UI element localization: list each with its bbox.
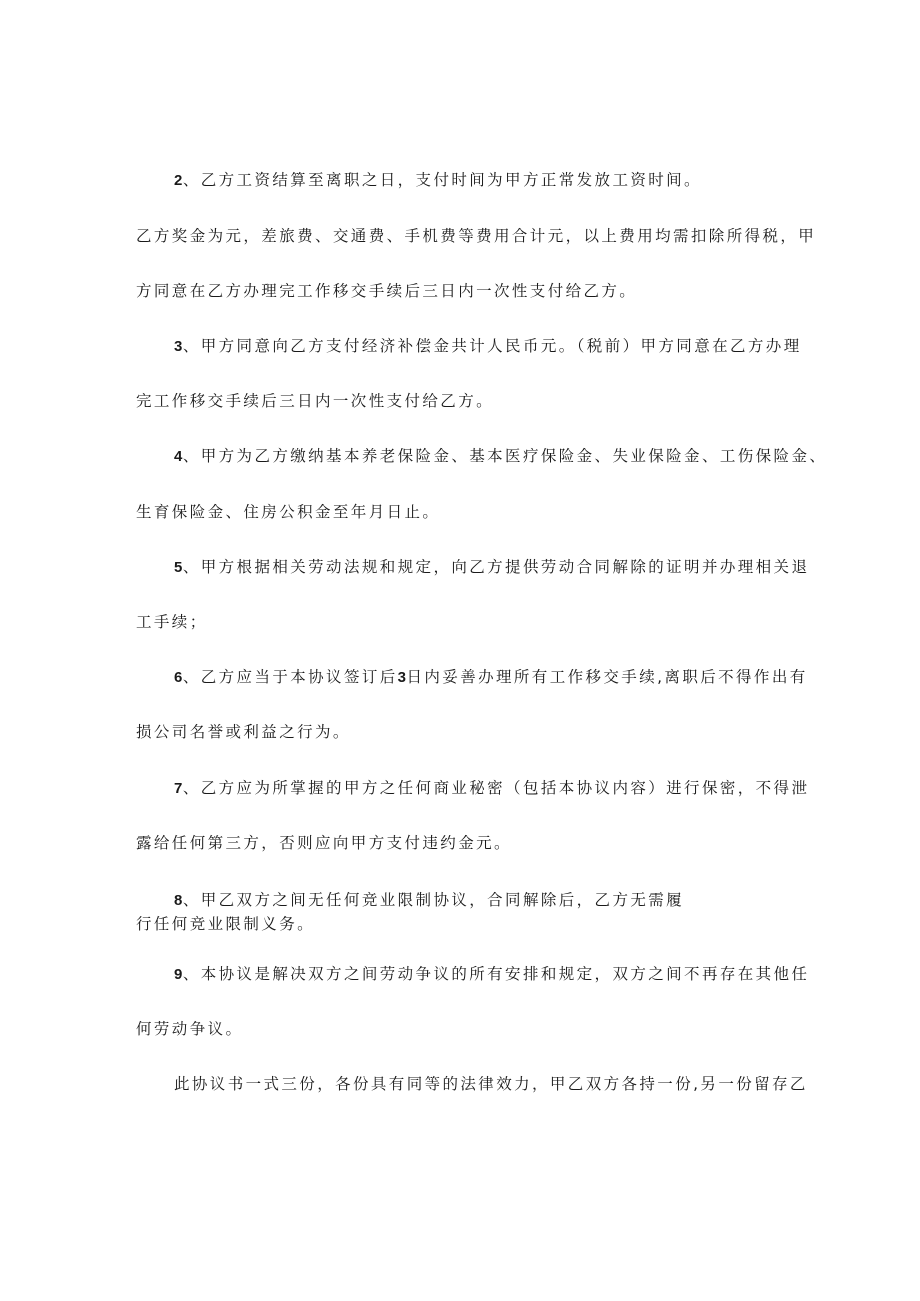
- paragraph-line: [136, 226, 816, 246]
- line-text: 、本协议是解决双方之间劳动争议的所有安排和规定，双方之间不再存在其他任: [182, 965, 810, 983]
- line-text: 此协议书一式三份，各份具有同等的法律效力，甲乙双方各持一份,另一份留存乙: [174, 1075, 808, 1093]
- item-number: 6: [174, 669, 183, 686]
- paragraph-line: [136, 1019, 243, 1039]
- line-text: 日内妥善办理所有工作移交手续,离职后不得作出有: [406, 668, 808, 686]
- line-text: 何劳动争议。: [136, 1020, 244, 1038]
- paragraph-line: [136, 914, 315, 934]
- paragraph-line: [136, 281, 637, 301]
- paragraph-line: [174, 557, 809, 578]
- line-text: 方同意在乙方办理完工作移交手续后三日内一次性支付给乙方。: [136, 282, 638, 300]
- paragraph-line: [136, 722, 351, 742]
- line-text: 露给任何第三方，否则应向甲方支付违约金元。: [136, 834, 512, 852]
- item-number: 2: [174, 172, 183, 189]
- paragraph-line: [174, 778, 809, 799]
- paragraph-line: [174, 667, 808, 688]
- line-text: 乙方奖金为元，差旅费、交通费、手机费等费用合计元，以上费用均需扣除所得税，甲: [136, 227, 817, 245]
- paragraph-line: [136, 612, 208, 632]
- line-text: 生育保险金、住房公积金至年月日止。: [136, 503, 441, 521]
- line-text: 损公司名誉或利益之行为。: [136, 723, 351, 741]
- item-number: 5: [174, 559, 183, 576]
- item-number: 3: [174, 338, 183, 355]
- line-text: 完工作移交手续后三日内一次性支付给乙方。: [136, 392, 495, 410]
- paragraph-line: [174, 336, 802, 357]
- paragraph-line: [136, 391, 494, 411]
- day-count-number: 3: [397, 669, 407, 686]
- item-number: 8: [174, 892, 183, 909]
- line-text: 、甲方为乙方缴纳基本养老保险金、基本医疗保险金、失业保险金、工伤保险金、: [182, 447, 828, 465]
- paragraph-line: [136, 502, 440, 522]
- paragraph-line: [174, 890, 684, 911]
- line-text: 、甲乙双方之间无任何竞业限制协议，合同解除后，乙方无需履: [182, 891, 685, 909]
- paragraph-line: [174, 170, 702, 191]
- paragraph-line: [174, 1074, 808, 1094]
- item-number: 4: [174, 448, 183, 465]
- line-text: 、甲方根据相关劳动法规和规定，向乙方提供劳动合同解除的证明并办理相关退: [182, 558, 810, 576]
- line-text: 、乙方应为所掌握的甲方之任何商业秘密（包括本协议内容）进行保密，不得泄: [182, 779, 810, 797]
- paragraph-line: [136, 833, 512, 853]
- item-number: 9: [174, 966, 183, 983]
- paragraph-line: [174, 964, 809, 985]
- line-text: 、甲方同意向乙方支付经济补偿金共计人民币元。（税前）甲方同意在乙方办理: [182, 337, 802, 355]
- line-text: 行任何竞业限制义务。: [136, 915, 316, 933]
- item-number: 7: [174, 780, 183, 797]
- line-text: 、乙方应当于本协议签订后: [182, 668, 398, 686]
- line-text: 工手续；: [136, 613, 208, 631]
- paragraph-line: [174, 446, 827, 467]
- line-text: 、乙方工资结算至离职之日，支付时间为甲方正常发放工资时间。: [182, 171, 702, 189]
